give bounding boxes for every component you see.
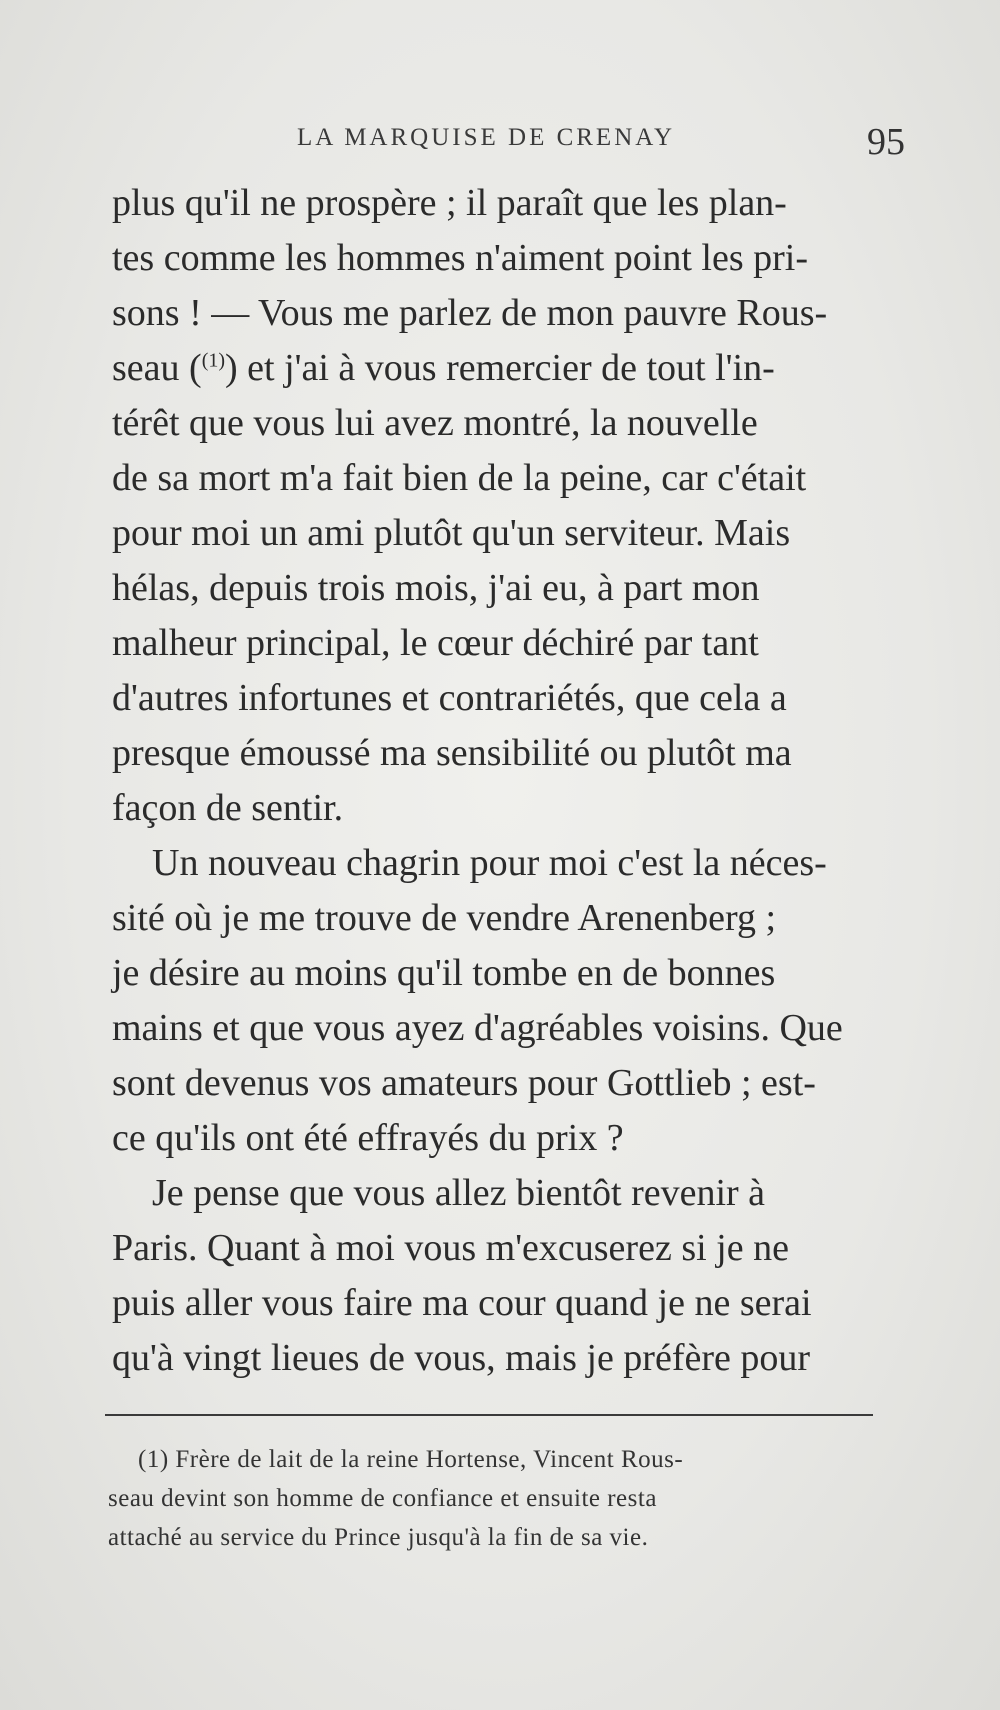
text-line: presque émoussé ma sensibilité ou plutôt ma — [112, 732, 792, 774]
footnote-marker: (1) — [201, 349, 226, 372]
text-line: je désire au moins qu'il tombe en de bonnes — [112, 952, 776, 994]
page-header — [105, 120, 905, 170]
text-line: malheur principal, le cœur déchiré par tant — [112, 622, 759, 664]
text-line: façon de sentir. — [112, 787, 344, 829]
text-line: sité où je me trouve de vendre Arenenberg ; — [112, 897, 777, 939]
text-fragment: seau — [112, 347, 180, 389]
text-line: pour moi un ami plutôt qu'un serviteur. Mais — [112, 512, 791, 554]
text-line: puis aller vous faire ma cour quand je ne serai — [112, 1282, 812, 1324]
footnote — [108, 1440, 886, 1557]
text-line: hélas, depuis trois mois, j'ai eu, à part mon — [112, 567, 760, 609]
page-number: 95 — [867, 121, 905, 163]
running-title: LA MARQUISE DE CRENAY — [297, 124, 676, 151]
text-line: Je pense que vous allez bientôt revenir à — [152, 1172, 766, 1214]
text-line: sons ! — Vous me parlez de mon pauvre Rous- — [112, 292, 828, 334]
text-line: Paris. Quant à moi vous m'excuserez si je ne — [112, 1227, 789, 1269]
text-line: térêt que vous lui avez montré, la nouvelle — [112, 402, 758, 444]
text-line: tes comme les hommes n'aiment point les pri- — [112, 237, 808, 279]
body-text — [112, 176, 894, 1386]
footnote-divider — [105, 1414, 873, 1416]
text-line: plus qu'il ne prospère ; il paraît que les plan- — [112, 182, 787, 224]
text-line: sont devenus vos amateurs pour Gottlieb ; est- — [112, 1062, 816, 1104]
text-line: seau ($^{(1)}$) et j'ai à vous remercier de tout l'in- — [112, 341, 894, 396]
text-fragment: et j'ai à vous remercier de tout l'in- — [247, 347, 775, 389]
footnote-line: attaché au service du Prince jusqu'à la fin de sa vie. — [108, 1524, 649, 1551]
text-line: Un nouveau chagrin pour moi c'est la néces- — [152, 842, 827, 884]
footnote-line: seau devint son homme de confiance et ensuite resta — [108, 1485, 657, 1512]
text-line: ce qu'ils ont été effrayés du prix ? — [112, 1117, 624, 1159]
text-line: qu'à vingt lieues de vous, mais je préfère pour — [112, 1337, 811, 1379]
footnote-line: (1) Frère de lait de la reine Hortense, Vincent Rous- — [138, 1446, 684, 1473]
text-line: de sa mort m'a fait bien de la peine, car c'était — [112, 457, 807, 499]
text-line: mains et que vous ayez d'agréables voisins. Que — [112, 1007, 843, 1049]
text-line: d'autres infortunes et contrariétés, que cela a — [112, 677, 787, 719]
